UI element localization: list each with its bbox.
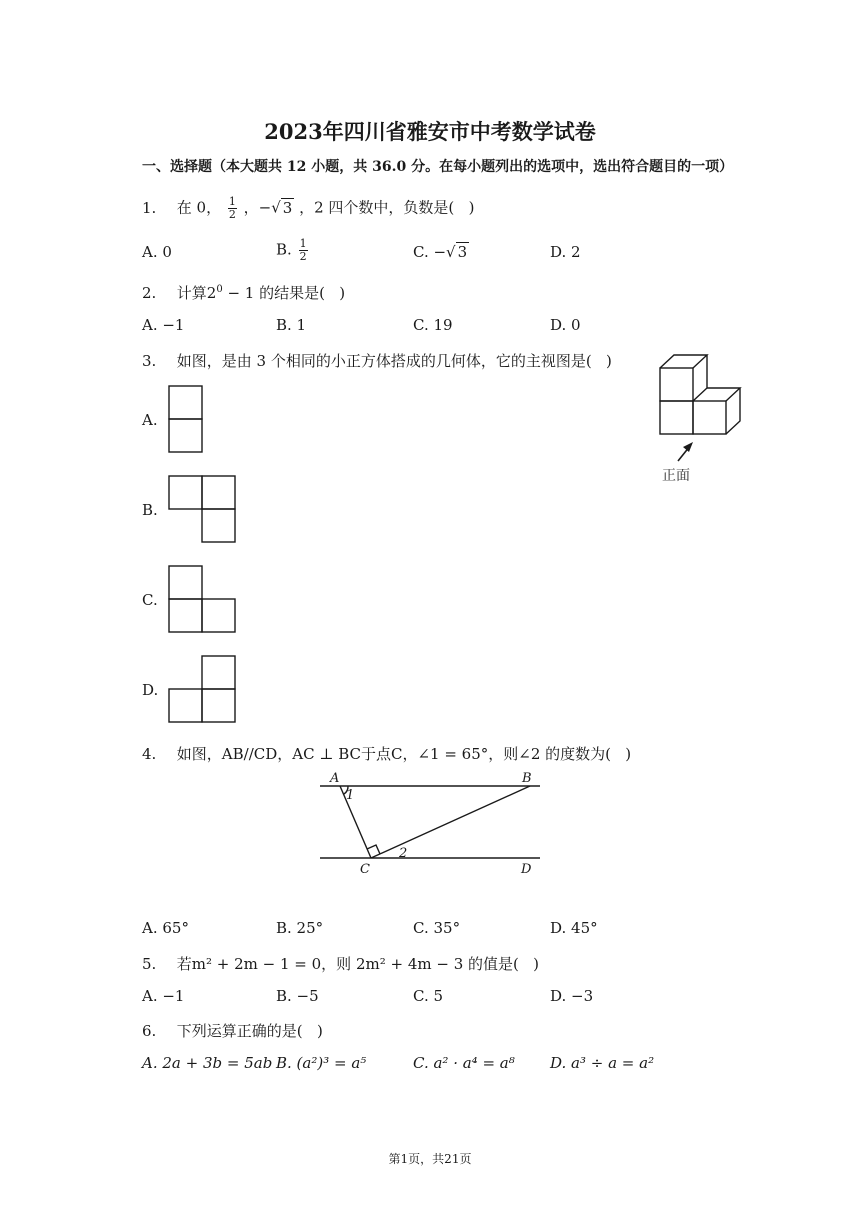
option-c: C. 35° (413, 919, 461, 937)
fraction-numerator: 1 (299, 237, 307, 250)
option-c: C. (142, 591, 158, 609)
option-d: D. a³ ÷ a = a² (550, 1054, 655, 1072)
point-a-label: A (330, 771, 340, 786)
option-a: A. 0 (142, 243, 172, 261)
question-text: 如图，是由 3 个相同的小正方体搭成的几何体，它的主视图是( ) (176, 352, 612, 370)
question-number: 1. (142, 198, 157, 217)
section-heading: 一、选择题（本大题共 12 小题，共 36.0 分。在每小题列出的选项中，选出符合题目的一项） (142, 159, 734, 175)
option-c-figure (168, 565, 240, 635)
question-text: 若m² + 2m − 1 = 0，则 2m² + 4m − 3 的值是( ) (176, 955, 540, 973)
option-label: C. − (413, 243, 447, 261)
option-b: B. 25° (276, 919, 324, 937)
sqrt-value: 3 (457, 243, 468, 261)
option-d: D. −3 (550, 987, 594, 1005)
question-text-pre: 计算2 (176, 284, 217, 302)
option-b: B. (142, 501, 158, 519)
option-b: B. (a²)³ = a⁵ (276, 1054, 367, 1072)
option-b: B. 1 (276, 316, 307, 334)
question-number: 3. (142, 352, 157, 370)
option-c: C. 19 (413, 316, 453, 334)
question-text: 下列运算正确的是( ) (176, 1022, 323, 1040)
option-a: A. −1 (142, 316, 185, 334)
cube-figure (650, 350, 760, 490)
option-d: D. 0 (550, 316, 581, 334)
point-d-label: D (521, 862, 532, 877)
front-label: 正面 (662, 468, 690, 484)
option-d: D. 2 (550, 243, 581, 261)
option-a: A. 65° (142, 919, 189, 937)
question-1: 1. 在 0， $\frac{1}{2}$ ，−√ 3 ，2 四个数中，负数是( ) (142, 195, 475, 221)
question-number: 2. (142, 284, 157, 302)
question-text-post: − 1 的结果是( ) (222, 284, 346, 302)
sqrt-value: 3 (282, 198, 293, 217)
question-text: 如图，AB//CD，AC ⊥ BC于点C，∠1 = 65°，则∠2 的度数为( ) (176, 745, 632, 763)
parallel-lines-figure (315, 765, 550, 885)
angle-1-label: 1 (346, 788, 355, 803)
option-b: B. −5 (276, 987, 319, 1005)
arrow-icon (678, 442, 693, 461)
question-3 (142, 350, 612, 371)
fraction-denominator: 2 (299, 250, 307, 263)
question-4 (142, 743, 631, 764)
fraction-denominator: 2 (228, 208, 236, 221)
point-b-label: B (522, 771, 532, 786)
angle-2-label: 2 (399, 846, 408, 861)
option-b-figure (168, 475, 240, 545)
option-c: C. 5 (413, 987, 444, 1005)
question-text-pre: 在 0， (176, 198, 222, 217)
option-a: A. −1 (142, 987, 185, 1005)
question-5 (142, 953, 539, 974)
option-d-figure (168, 655, 240, 725)
question-text-mid: ，− (243, 198, 272, 217)
option-label: B. (276, 240, 292, 259)
fraction (228, 196, 237, 221)
question-2 (142, 282, 345, 303)
page-title: 2023年四川省雅安市中考数学试卷 (264, 119, 596, 144)
question-number: 4. (142, 745, 157, 763)
option-b (276, 238, 310, 263)
question-6 (142, 1020, 323, 1041)
option-d: D. (142, 681, 159, 699)
option-a: A. 2a + 3b = 5ab (142, 1054, 273, 1072)
point-c-label: C (360, 862, 370, 877)
fraction-numerator: 1 (228, 195, 236, 208)
fraction (299, 238, 308, 263)
page-footer: 第1页，共21页 (388, 1152, 472, 1166)
option-a-figure (168, 385, 208, 455)
option-c: C. a² · a⁴ = a⁸ (413, 1054, 515, 1072)
question-number: 6. (142, 1022, 157, 1040)
option-c: C. −√ 3 (413, 243, 468, 261)
option-d: D. 45° (550, 919, 598, 937)
question-text-post: ，2 四个数中，负数是( ) (299, 198, 475, 217)
question-number: 5. (142, 955, 157, 973)
option-a: A. (142, 411, 158, 429)
exponent: 0 (216, 284, 223, 295)
